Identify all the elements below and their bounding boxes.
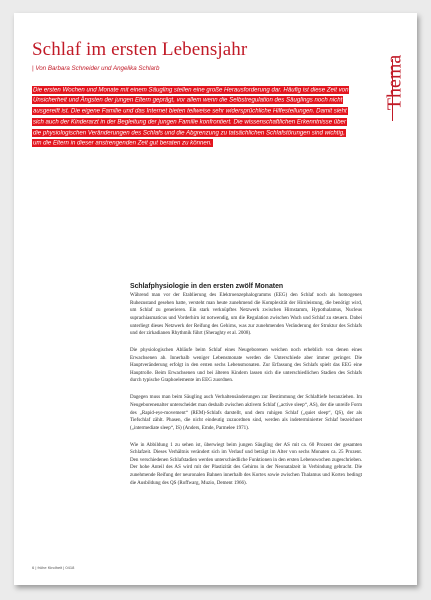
- article-paragraph-2: Die physiologischen Abläufe beim Schlaf eines Neugeborenen weichen noch erheblich von denen eines Erwachsenen ab. Innerhalb weniger Lebensmonate werden die Unterschiede aber immer geringer. Die Hauptveränderung erfolgt in den ersten sechs Lebensmonaten. Zur Erfassung des Schlafs spielt das EEG eine Hauptrolle. Beim Erwachsenen und bei älteren Kindern lassen sich die unterschiedlichen Stadien des Schlafs durch typische Graphoelemente im EEG zuordnen.: [130, 346, 362, 384]
- article-paragraph-1: Während man vor der Etablierung des Elektroenzephalogramms (EEG) den Schlaf noch als homogenen Ruhezustand gesehen hatte, versteht man heute zunehmend die Komplexität der Hirnleistung, die benötigt wird, um Schlaf zu generieren. Ein stark verknüpftes Netzwerk zwischen Hirnstamm, Hypothalamus, Nucleus suprachiasmaticus und Vorderhirn ist notwendig, um die Regulation zwischen Wach und Schlaf zu steuern. Dabei unterliegt dieses Netzwerk der Reifung des Gehirns, was zur zunehmenden Veränderung der Struktur des Schlafs und der zirkadianen Rhythmik führt (Sheraghty et al. 2008).: [130, 292, 362, 337]
- page-title: Schlaf im ersten Lebensjahr: [32, 39, 248, 60]
- section-label: Thema: [383, 54, 406, 111]
- magazine-page: [14, 13, 417, 585]
- article-body: [130, 283, 362, 497]
- article-paragraph-3: Dagegen muss man beim Säugling auch Verhaltensänderungen zur Bestimmung der Schlaftiefe heranziehen. Im Neugeborenenalter unterscheidet man deshalb zwischen aktivem Schlaf („active sleep“, AS), der die unreife Form des „Rapid-eye-movement“ (REM)-Schlafs darstellt, und dem ruhigen Schlaf („quiet sleep“, QS), der als Tiefschlaf zählt. Phasen, die nicht eindeutig zuzuordnen sind, werden als indeterminierter Schlaf bezeichnet („intermediate sleep“, IS) (Anders, Emde, Parmelee 1971).: [130, 394, 362, 431]
- article-heading: Schlafphysiologie in den ersten zwölf Monaten: [130, 283, 284, 290]
- intro-paragraph: [32, 85, 354, 150]
- intro-highlight: Die ersten Wochen und Monate mit einem Säugling stellen eine große Herausforderung dar. Häufig ist diese Zeit von Unsicherheit und Ängsten der jungen Eltern geprägt, vor allem wenn die Selbstregulation des Säuglings noch nicht ausgereift ist. Die eigene Familie und das Internet bieten teilweise sehr widersprüchliche Hilfestellungen. Damit sieht sich auch der Kinderarzt in der Begleitung der jungen Familie konfrontiert. Die wissenschaftlichen Erkenntnisse über die physiologischen Veränderungen des Schlafs und die Abgrenzung zu tatsächlichen Schlafstörungen sind wichtig, um die Eltern in dieser anstrengenden Zeit gut beraten zu können.: [33, 86, 349, 147]
- article-paragraph-4: Wie in Abbildung 1 zu sehen ist, überwiegt beim jungen Säugling der AS mit ca. 60 Prozent der gesamten Schlafzeit. Dieses Verhältnis verändert sich im Verlauf und beträgt im Alter von sechs Monaten ca. 25 Prozent. Den verschiedenen Schlafstadien werden unterschiedliche Funktionen in den ersten Lebenswochen zugeschrieben. Der hohe Anteil des AS wird mit der Plastizität des Gehirns in der Neonatalzeit in Verbindung gebracht. Die zunehmende Reifung der neuronalen Bahnen innerhalb des Kortex sowie zwischen Thalamus und Kortex bedingt die Ausbildung des QS (Roffwarg, Muzio, Dement 1966).: [130, 441, 362, 486]
- page-footer: 6 | frühe Kindheit | 0418: [32, 565, 75, 570]
- author-byline: | Von Barbara Schneider und Angelika Schlarb: [32, 65, 160, 72]
